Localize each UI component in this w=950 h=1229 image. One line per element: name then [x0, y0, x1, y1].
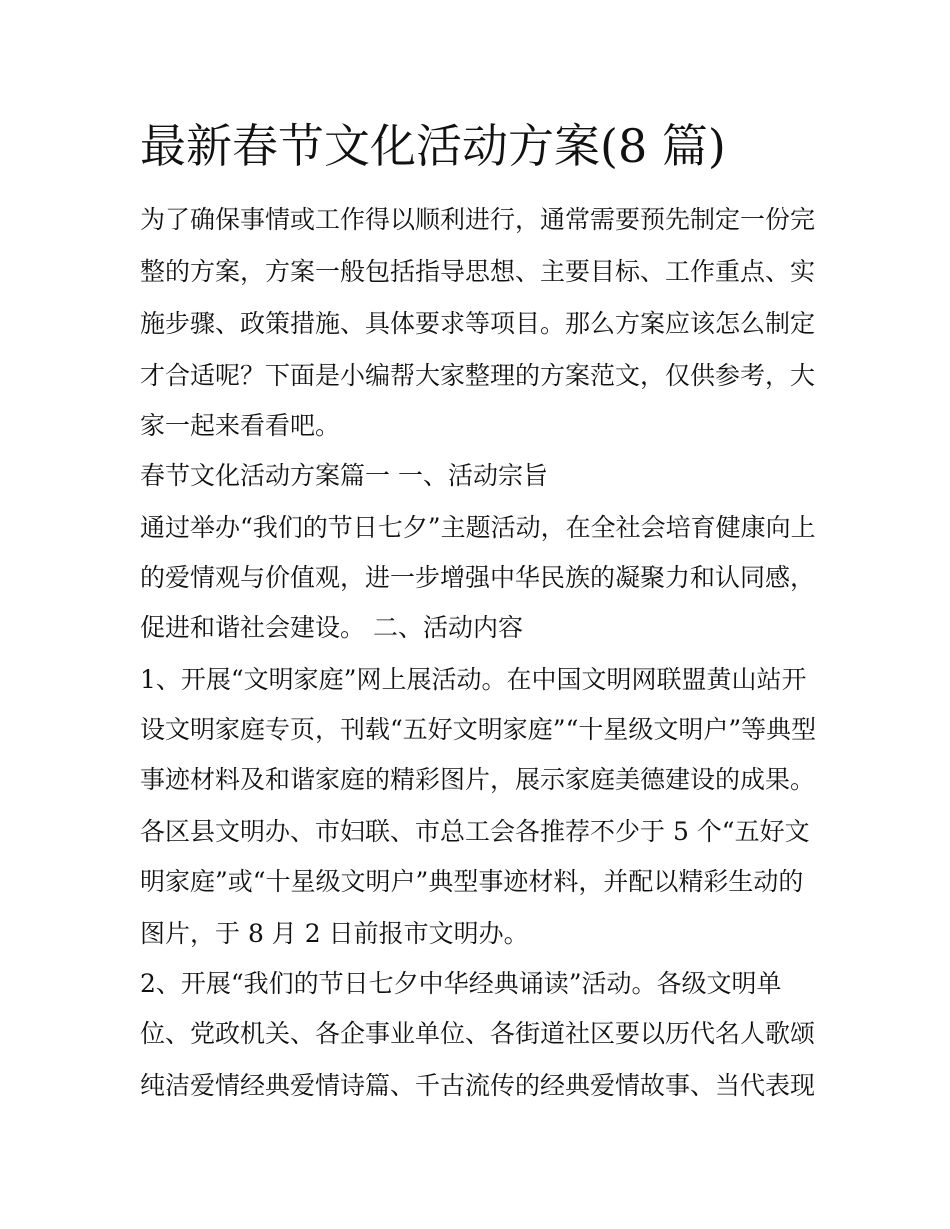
body-line-10: 1、开展“文明家庭”网上展活动。在中国文明网联盟黄山站开: [140, 665, 807, 694]
body-line-11: 设文明家庭专页，刊载“五好文明家庭”“十星级文明户”等典型: [140, 715, 817, 744]
body-line-17: 位、党政机关、各企事业单位、各街道社区要以历代名人歌颂: [140, 1019, 816, 1048]
body-line-1: 为了确保事情或工作得以顺利进行，通常需要预先制定一份完: [140, 205, 816, 234]
document-title: 最新春节文化活动方案(8 篇): [140, 119, 726, 173]
body-line-8: 的爱情观与价值观，进一步增强中华民族的凝聚力和认同感，: [140, 563, 816, 592]
body-line-4: 才合适呢？下面是小编帮大家整理的方案范文，仅供参考，大: [140, 361, 816, 390]
body-line-12: 事迹材料及和谐家庭的精彩图片，展示家庭美德建设的成果。: [140, 765, 816, 794]
body-line-5: 家一起来看看吧。: [140, 411, 341, 440]
body-line-13: 各区县文明办、市妇联、市总工会各推荐不少于 5 个“五好文: [140, 817, 810, 846]
body-line-18: 纯洁爱情经典爱情诗篇、千古流传的经典爱情故事、当代表现: [140, 1071, 816, 1100]
body-line-16: 2、开展“我们的节日七夕中华经典诵读”活动。各级文明单: [140, 969, 782, 998]
body-line-7: 通过举办“我们的节日七夕”主题活动，在全社会培育健康向上: [140, 513, 816, 542]
body-line-2: 整的方案，方案一般包括指导思想、主要目标、工作重点、实: [140, 257, 816, 286]
body-line-15: 图片，于 8 月 2 日前报市文明办。: [140, 919, 529, 948]
section-heading-1: 春节文化活动方案篇一 一、活动宗旨: [140, 461, 548, 490]
body-line-14: 明家庭”或“十星级文明户”典型事迹材料，并配以精彩生动的: [140, 867, 804, 896]
body-line-3: 施步骤、政策措施、具体要求等项目。那么方案应该怎么制定: [140, 309, 816, 338]
body-line-9: 促进和谐社会建设。 二、活动内容: [140, 613, 523, 642]
